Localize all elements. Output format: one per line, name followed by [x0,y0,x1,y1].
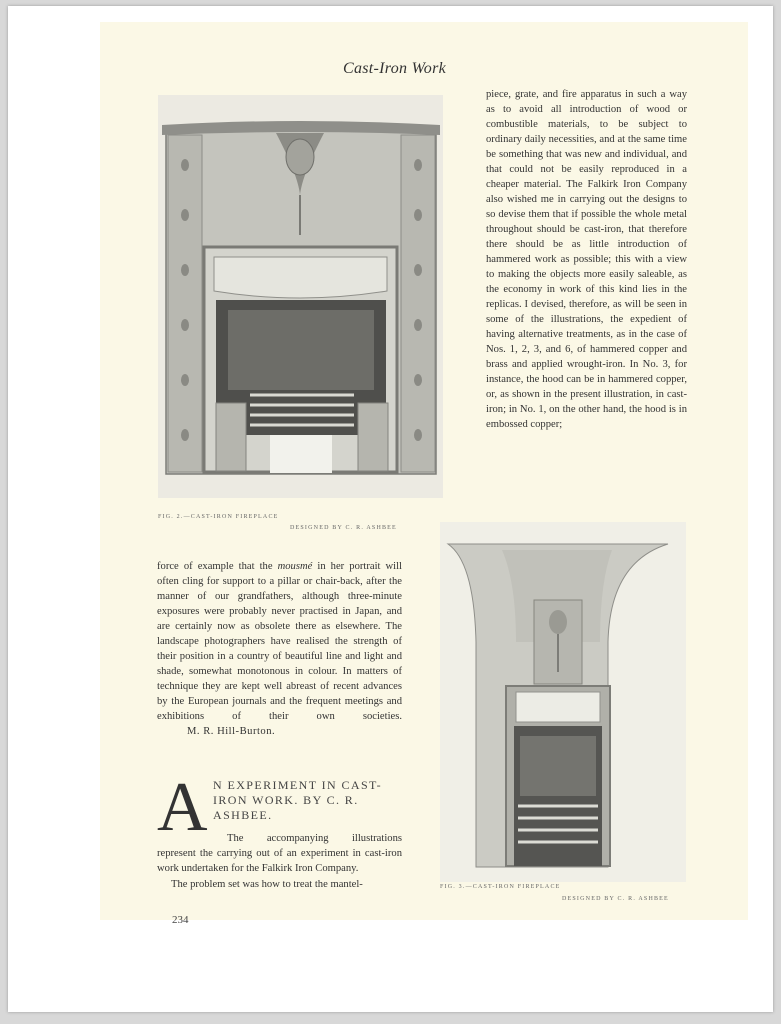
left-column-text [157,559,402,739]
figure1-caption: FIG. 2.—CAST-IRON FIREPLACE [158,514,279,520]
right-column-text [486,87,687,432]
figure2-caption: FIG. 3.—CAST-IRON FIREPLACE [440,884,561,890]
figure-cast-iron-fireplace-3 [440,522,686,882]
figure2-credit: DESIGNED BY C. R. ASHBEE [562,896,669,902]
article-paragraph-2: The problem set was how to treat the mantel- [171,879,363,890]
article-body [157,831,402,892]
page-number: 234 [172,914,189,926]
left-text-after: in her portrait will often cling for support to a pillar or chair-back, after the manner of our grandfathers, although three-minute exposures were probably never practised in Japan, and are certainly now as obsolete there as elsewhere. The landscape photographers have realised the strength of their position in a country of beautiful line and light and shade, somewhat monotonous in colour. In matters of technique they are kept well abreast of recent advances by the European journals and the frequent meetings and exhibitions of their own societies. [157,561,402,722]
dropcap: A [157,769,208,846]
left-text-italic: mousmé [277,561,313,572]
fireplace-illustration-2 [440,522,686,882]
running-head: Cast-Iron Work [343,60,447,77]
article-title: N EXPERIMENT IN CAST-IRON WORK. BY C. R. ASHBEE. [213,778,383,822]
left-text-before: force of example that the [157,561,278,572]
article-signature: M. R. Hill-Burton. [187,726,276,737]
figure1-credit: DESIGNED BY C. R. ASHBEE [290,525,397,531]
fireplace-illustration-1 [158,95,443,498]
left-column-paragraph [157,559,402,739]
article-paragraph-1: The accompanying illustrations represent the carrying out of an experiment in cast-iron work undertaken for the Falkirk Iron Company. [157,833,402,874]
figure-cast-iron-fireplace-2 [158,95,443,498]
right-column-paragraph: piece, grate, and fire apparatus in such a way as to avoid all introduction of wood or combustible materials, to be subject to ordinary daily necessities, and at the same time be something that was new and individual, and that could not be easily reproduced in a cheaper material. The Falkirk Iron Company also wished me in carrying out the designs to so devise them that if possible the whole metal throughout should be cast-iron, that therefore there should be as little introduction of hammered work as possible; this with a view to making the objects more easily saleable, as the economy in work of this kind lies in the replicas. I devised, therefore, as will be seen in some of the illustrations, the expedient of having alternative treatments, as in the case of Nos. 1, 2, 3, and 6, of hammered copper and brass and applied wrought-iron. In No. 3, for instance, the hood can be in hammered copper, or, as shown in the present illustration, in cast-iron; in No. 1, on the other hand, the hood is in embossed copper; [486,89,687,430]
